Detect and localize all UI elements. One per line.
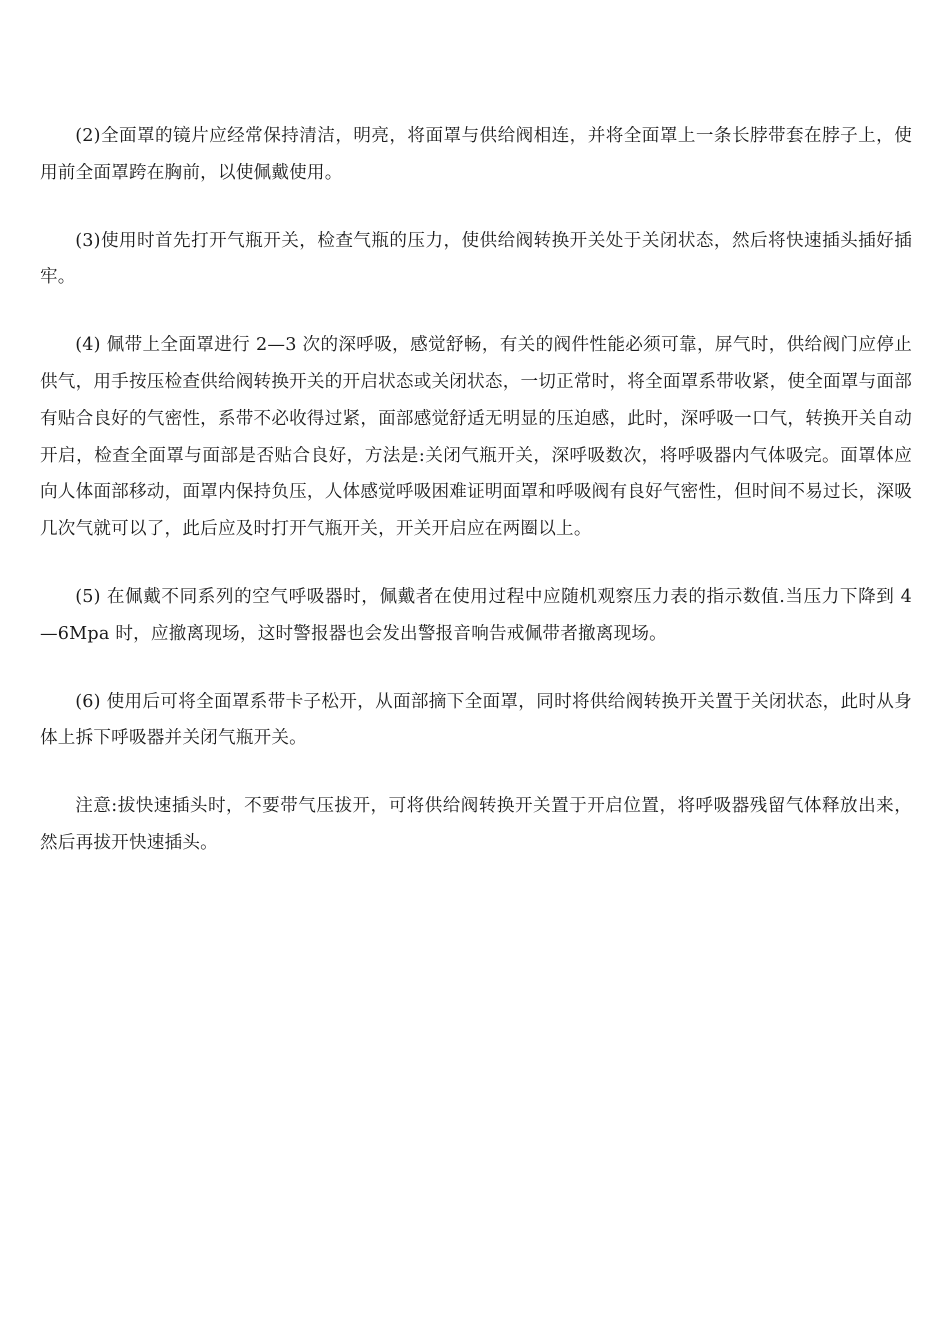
paragraph-step-3: (3)使用时首先打开气瓶开关，检查气瓶的压力，使供给阀转换开关处于关闭状态，然后将快速插头插好插牢。 xyxy=(40,230,912,288)
paragraph-note: 注意:拔快速插头时，不要带气压拔开，可将供给阀转换开关置于开启位置，将呼吸器残留气体释放出来，然后再拔开快速插头。 xyxy=(40,796,912,853)
document-body xyxy=(40,118,912,893)
paragraph-step-2: (2)全面罩的镜片应经常保持清洁，明亮，将面罩与供给阀相连，并将全面罩上一条长脖带套在脖子上，使用前全面罩跨在胸前，以使佩戴使用。 xyxy=(40,126,912,183)
paragraph-step-6: (6) 使用后可将全面罩系带卡子松开，从面部摘下全面罩，同时将供给阀转换开关置于关闭状态，此时从身体上拆下呼吸器并关闭气瓶开关。 xyxy=(40,691,912,749)
paragraph-step-4: (4) 佩带上全面罩进行 2—3 次的深呼吸，感觉舒畅，有关的阀件性能必须可靠，屏气时，供给阀门应停止供气，用手按压检查供给阀转换开关的开启状态或关闭状态，一切正常时，将全面罩系带收紧，使全面罩与面部有贴合良好的气密性，系带不必收得过紧，面部感觉舒适无明显的压迫感，此时，深呼吸一口气，转换开关自动开启，检查全面罩与面部是否贴合良好，方法是:关闭气瓶开关，深呼吸数次，将呼吸器内气体吸完。面罩体应向人体面部移动，面罩内保持负压，人体感觉呼吸困难证明面罩和呼吸阀有良好气密性，但时间不易过长，深吸几次气就可以了，此后应及时打开气瓶开关，开关开启应在两圈以上。 xyxy=(40,335,912,540)
paragraph-step-5: (5) 在佩戴不同系列的空气呼吸器时，佩戴者在使用过程中应随机观察压力表的指示数值.当压力下降到 4—6Mpa 时，应撤离现场，这时警报器也会发出警报音响告戒佩带者撤离现场。 xyxy=(40,586,912,644)
